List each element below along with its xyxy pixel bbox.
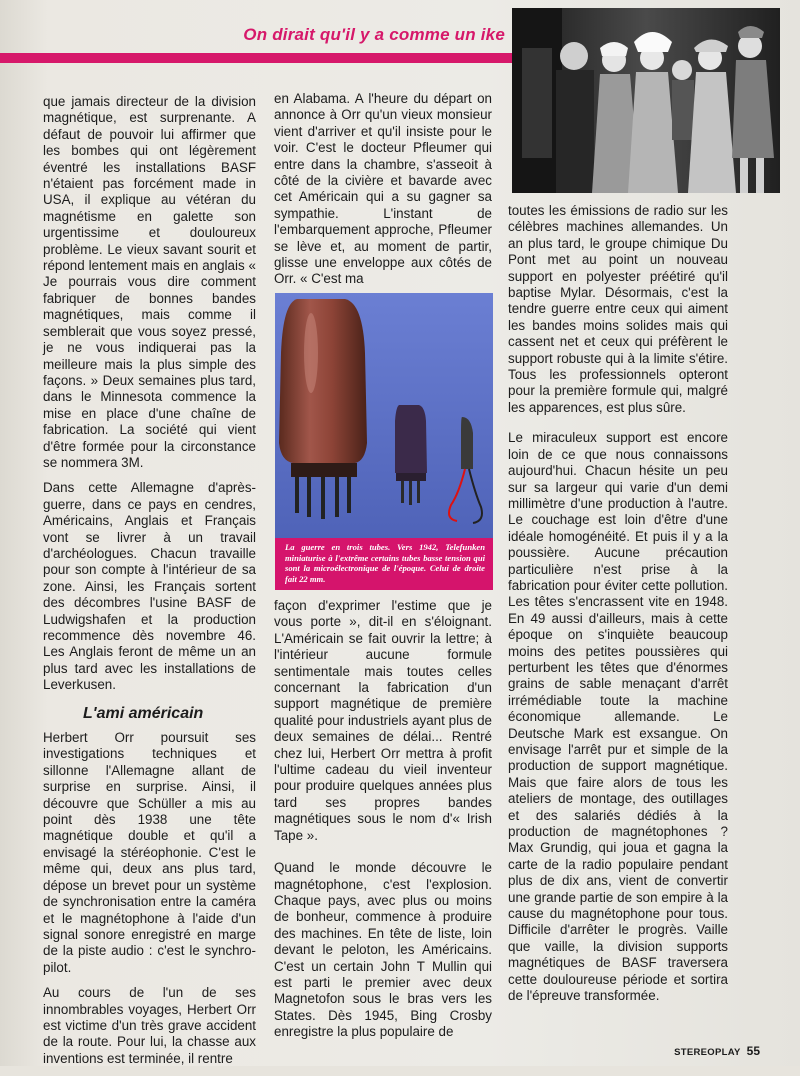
section-subhead: L'ami américain <box>83 704 204 722</box>
page-footer <box>674 1044 760 1058</box>
running-head: On dirait qu'il y a comme un ike <box>243 25 505 44</box>
magazine-name: STEREOPLAY <box>674 1047 741 1058</box>
col3-paragraph-1: toutes les émissions de radio sur les célèbres machines allemandes. Un an plus tard, le groupe chimique Du Pont met au point un nouveau support en polyester préétiré qu'il baptise Mylar. Désormais, c'est la tendre guerre entre ceux qui aiment les bandes moins solides mais qui cassent net et ceux qui préfèrent le support robuste qui à la limite s'étire. Tous les professionnels opteront pour la première formule qui, malgré les apparences, est plus sûre. <box>508 203 728 415</box>
col2-paragraph-1: en Alabama. A l'heure du départ on annonce à Orr qu'un vieux monsieur vient d'arriver et qu'il insiste pour le voir. C'est le docteur Pfleumer qui entre dans la chambre, s'asseoit à côté de la civière et bavarde avec cet Américain qui a su gagner sa sympathie. L'instant de l'embarquement approche, Pfleumer se lève et, au moment de partir, glisse une enveloppe aux côtés de Orr. « C'est ma <box>274 91 492 287</box>
group-photo-illustration <box>512 8 780 193</box>
col3-paragraph-2: Le miraculeux support est encore loin de ce que nous connaissons aujourd'hui. Chacun hésite un peu sur sa largeur qui varie d'un demi millimètre d'une production à l'autre. Le couchage est loin d'être d'une idéale homogénéité. Et puis il y a la poussière. Aucune précaution particulière n'est prise à la fabrication pour éviter cette pollution. Les têtes s'encrassent vite en 1948. En 49 aussi d'ailleurs, mais à cette époque on s'inquiète beaucoup moins des petites poussières qui perturbent les têtes que d'énormes grains de sable menaçant d'arrêt irrémédiable toute la machine économique allemande. Le Deutsche Mark est exsangue. On envisage l'arrêt pur et simple de la production de support magnétique. Mais que faire alors de tous les ateliers de montage, des outillages et des salariés dédiés à la production de magnétophones ? Max Grundig, qui joua et gagna la carte de la radio populaire pendant plus de dix ans, vient de convertir une grande partie de son empire à la cause du magnétophone pour tous. Difficile d'arrêter le progrès. Vaille que vaille, la division supports magnétiques de BASF traversera cette douloureuse période et sortira de l'épreuve transformée. <box>508 430 728 1004</box>
column-1 <box>43 94 256 1076</box>
col1-paragraph-4: Au cours de l'un de ses innombrables voyages, Herbert Orr est victime d'un très grave accident de la route. Pour lui, la chasse aux inventions est terminée, il rentre <box>43 985 256 1066</box>
vacuum-tubes-photo <box>275 293 493 538</box>
column-3 <box>508 203 728 1014</box>
photo-caption: La guerre en trois tubes. Vers 1942, Telefunken miniaturise à l'extrême certains tubes basse tension qui sont la microélectronique de l'époque. Celui de droite fait 22 mm. <box>275 538 493 590</box>
col1-paragraph-2: Dans cette Allemagne d'après-guerre, dans ce pays en cendres, Américains, Anglais et Français vont se livrer à un travail d'archéologues. Chacun travaille pour son compte à l'intérieur de sa zone. Ainsi, les Français sortent des décombres l'usine BASF de Ludwigshafen et la production recommence dès novembre 46. Les Anglais feront de même un an plus tard avec les installations de Leverkusen. <box>43 480 256 693</box>
vintage-group-photo <box>512 8 780 193</box>
header-rule <box>0 53 512 63</box>
column-2-bottom <box>274 598 492 1050</box>
column-2-top <box>274 91 492 297</box>
col1-paragraph-3: Herbert Orr poursuit ses investigations techniques et sillonne l'Allemagne allant de surprise en surprise. Ainsi, il découvre que Schüller a mis au point dès 1938 une tête magnétique double et qu'il a envisagé la stéréophonie. C'est le même qui, deux ans plus tard, dépose un brevet pour un système de synchronisation entre la caméra et le magnétophone à l'aide d'un signal sonore enregistré en marge de la piste audio : c'est le synchro-pilot. <box>43 730 256 975</box>
vacuum-tubes-illustration <box>275 293 493 538</box>
col2-paragraph-3: Quand le monde découvre le magnétophone, c'est l'explosion. Chaque pays, avec plus ou moins de bonheur, commence à produire des machines. En tête de liste, loin devant le peloton, les Américains. C'est un certain John T Mullin qui est parti le premier avec deux Magnetofon sous le bras vers les States. Dès 1945, Bing Crosby enregistre la plus populaire de <box>274 860 492 1040</box>
page-number: 55 <box>746 1044 760 1058</box>
col1-paragraph-1: que jamais directeur de la division magnétique, est surprenante. A défaut de pouvoir lui affirmer que les bombes qui ont légèrement éventré les installations BASF n'étaient pas forcément made in USA, il explique au vétéran du magnétisme en galette son urgentissime et douloureux problème. Le vieux savant sourit et répond lentement mais en anglais « Je pourrais vous dire comment fabriquer de bonnes bandes magnétiques, mais comme il semblerait que vous soyez pressé, je ne vous indiquerai pas la meilleure mais la plus simple des façons. » Deux semaines plus tard, dans le Minnesota commence la mise en place d'une chaîne de fabrication. La société qui vient d'être formée pour la circonstance se nommera 3M. <box>43 94 256 470</box>
col2-paragraph-2: façon d'exprimer l'estime que je vous porte », dit-il en s'éloignant. L'Américain se fait ouvrir la lettre; à l'intérieur aucune formule sentimentale mais toutes celles concernant la fabrication d'un support magnétique de première qualité pour industriels ayant plus de deux semaines de délai... Rentré chez lui, Herbert Orr mettra à profit l'ultime cadeau du vieil inventeur pour produire quelques années plus tard ses propres bandes magnétiques sous le nom d'« Irish Tape ». <box>274 598 492 843</box>
